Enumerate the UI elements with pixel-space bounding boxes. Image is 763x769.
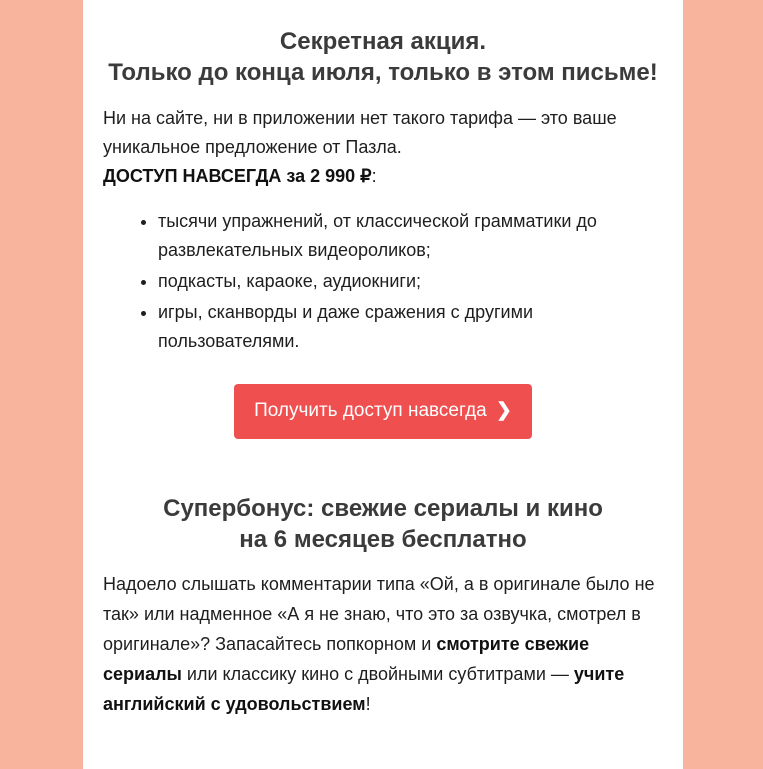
bonus-text-part1: Надоело слышать комментарии типа «Ой, а в оригинале было не так» или надменное «А я не знаю, что это за озвучка, смотрел в оригинале»? Запасайтесь попкорном и <box>103 574 655 654</box>
offer-suffix: : <box>371 166 377 186</box>
bonus-text-bold1: смотрите свежие сериалы <box>103 634 590 684</box>
feature-list <box>103 207 663 356</box>
bonus-title-line2: на 6 месяцев бесплатно <box>239 526 527 553</box>
promo-title-line2: Только до конца июля, только в этом письме! <box>108 59 658 86</box>
promo-title-line1: Секретная акция. <box>279 28 487 55</box>
feature-item: • тысячи упражнений, от классической грамматики до развлекательных видеороликов; <box>158 207 663 265</box>
offer-price: ДОСТУП НАВСЕГДА за 2 990 ₽ <box>103 166 372 186</box>
cta-button-label: Получить доступ навсегда <box>254 400 487 421</box>
bonus-text-part2: или классику кино с двойными субтитрами — <box>181 664 574 684</box>
intro-text: Ни на сайте, ни в приложении нет такого тарифа — это ваше уникальное предложение от Пазла. <box>103 108 617 157</box>
email-card <box>83 0 683 769</box>
feature-item: • подкасты, караоке, аудиокниги; <box>158 267 663 296</box>
bonus-description <box>103 569 663 719</box>
promo-title <box>103 26 663 88</box>
email-content <box>83 26 683 719</box>
bonus-title <box>103 493 663 555</box>
chevron-right-icon: ❯ <box>496 400 512 421</box>
cta-wrapper <box>103 384 663 439</box>
bonus-text-bold2: учите английский с удовольствием <box>103 664 625 714</box>
get-lifetime-access-button[interactable] <box>234 384 532 439</box>
bonus-text-part3: ! <box>365 694 371 714</box>
feature-item: • игры, сканворды и даже сражения с другими пользователями. <box>158 298 663 356</box>
promo-intro <box>103 104 663 191</box>
bonus-title-line1: Супербонус: свежие сериалы и кино <box>163 495 603 522</box>
